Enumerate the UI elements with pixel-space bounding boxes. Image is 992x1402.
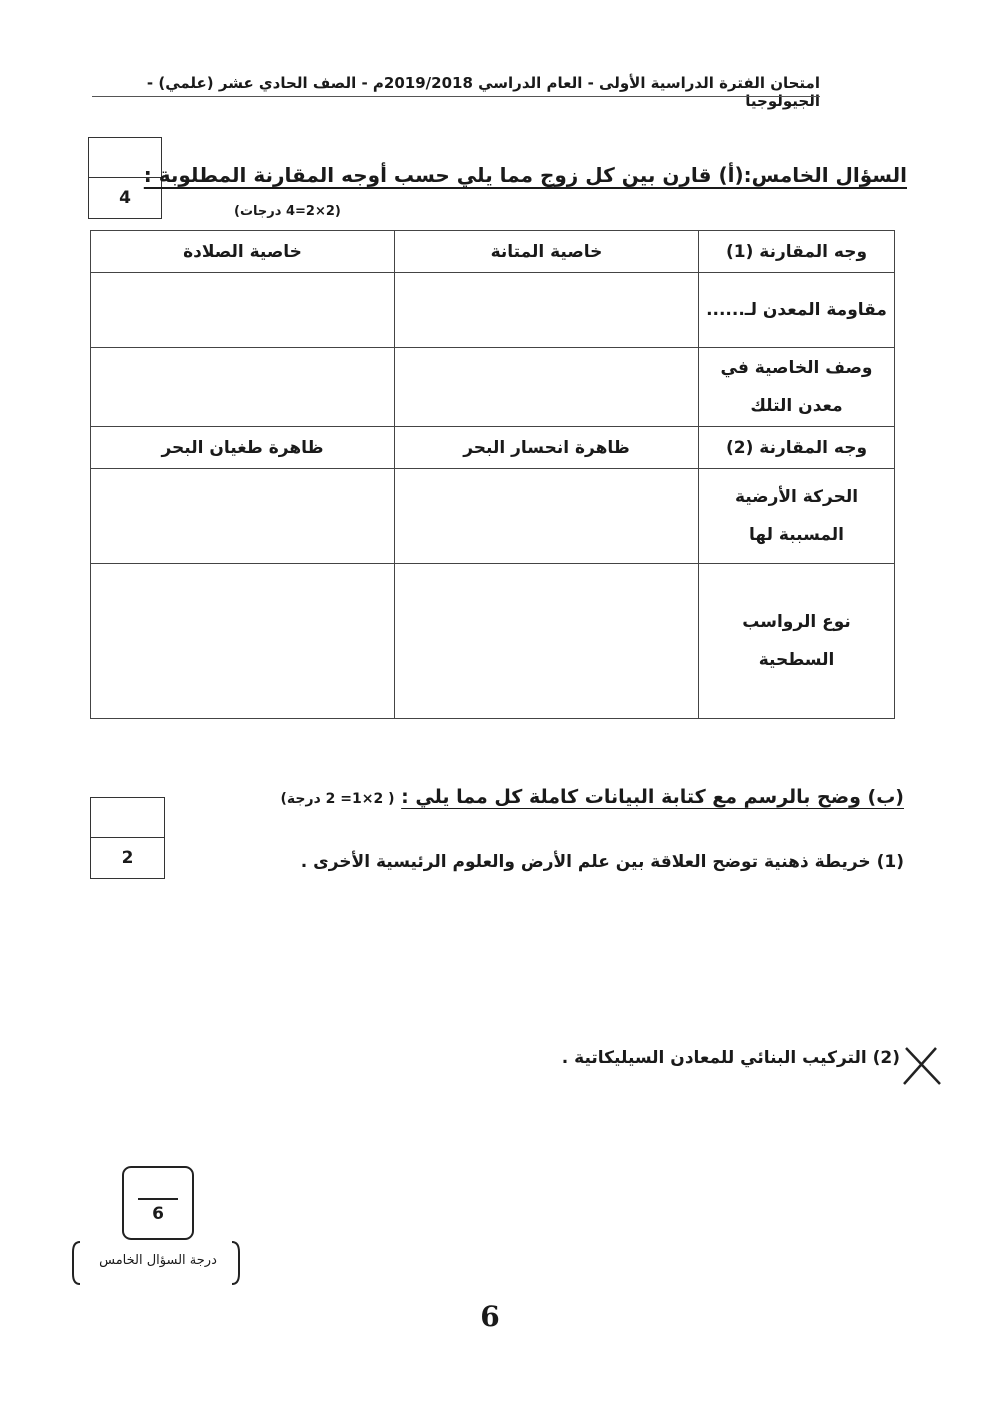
table-row (91, 564, 895, 719)
comparison-table (90, 230, 895, 719)
answer-cell[interactable] (395, 348, 699, 427)
total-score-box (122, 1166, 194, 1240)
header-divider (92, 96, 820, 97)
partB-heading-text: (ب) وضح بالرسم مع كتابة البيانات كاملة كل مما يلي : (401, 786, 904, 808)
score-box-empty-cell (91, 798, 164, 838)
comparison-header-row-1 (91, 231, 895, 273)
answer-cell[interactable] (91, 469, 395, 564)
answer-cell[interactable] (91, 348, 395, 427)
answer-cell[interactable] (395, 273, 699, 348)
partB-item-2: (2) التركيب البنائي للمعادن السيليكاتية . (561, 1048, 900, 1068)
partB-score-value: 2 (121, 848, 134, 868)
answer-cell[interactable] (395, 469, 699, 564)
comparison-aspect-2-label: وجه المقارنة (2) (699, 427, 895, 469)
table-row (91, 469, 895, 564)
exam-header-title: امتحان الفترة الدراسية الأولى - العام الدراسي 2019/2018م - الصف الحادي عشر (علمي) - الجيولوجيا (146, 74, 820, 110)
answer-cell[interactable] (91, 273, 395, 348)
partB-marks-note: ( 2×1= 2 درجة) (280, 791, 395, 807)
partB-heading (281, 786, 904, 808)
cross-mark-icon (900, 1044, 944, 1088)
comparison-header-row-2 (91, 427, 895, 469)
answer-cell[interactable] (91, 564, 395, 719)
comparison-aspect-1-label: وجه المقارنة (1) (699, 231, 895, 273)
property-hardness-header: خاصية الصلادة (91, 231, 395, 273)
row-label-earth-movement: الحركة الأرضية المسببة لها (699, 469, 895, 564)
score-fraction-bar (138, 1198, 178, 1200)
row-label-talc-description: وصف الخاصية في معدن التلك (699, 348, 895, 427)
page-number: 6 (480, 1300, 500, 1333)
table-row (91, 273, 895, 348)
question5-marks-note: (2×2=4 درجات) (234, 204, 341, 219)
total-score-label: درجة السؤال الخامس (99, 1253, 217, 1268)
partB-item-1: (1) خريطة ذهنية توضح العلاقة بين علم الأرض والعلوم الرئيسية الأخرى . (300, 852, 904, 872)
total-score-value: 6 (152, 1204, 164, 1224)
sea-regression-header: ظاهرة انحسار البحر (395, 427, 699, 469)
table-row (91, 348, 895, 427)
sea-transgression-header: ظاهرة طغيان البحر (91, 427, 395, 469)
property-toughness-header: خاصية المتانة (395, 231, 699, 273)
answer-cell[interactable] (395, 564, 699, 719)
row-label-mineral-resistance: مقاومة المعدن لـ...... (699, 273, 895, 348)
left-bracket-icon (70, 1240, 82, 1286)
partB-score-box (90, 797, 165, 879)
row-label-surface-sediments: نوع الرواسب السطحية (699, 564, 895, 719)
question5-heading: السؤال الخامس:(أ) قارن بين كل زوج مما يلي حسب أوجه المقارنة المطلوبة : (143, 163, 907, 187)
question5-score-value: 4 (119, 188, 131, 208)
